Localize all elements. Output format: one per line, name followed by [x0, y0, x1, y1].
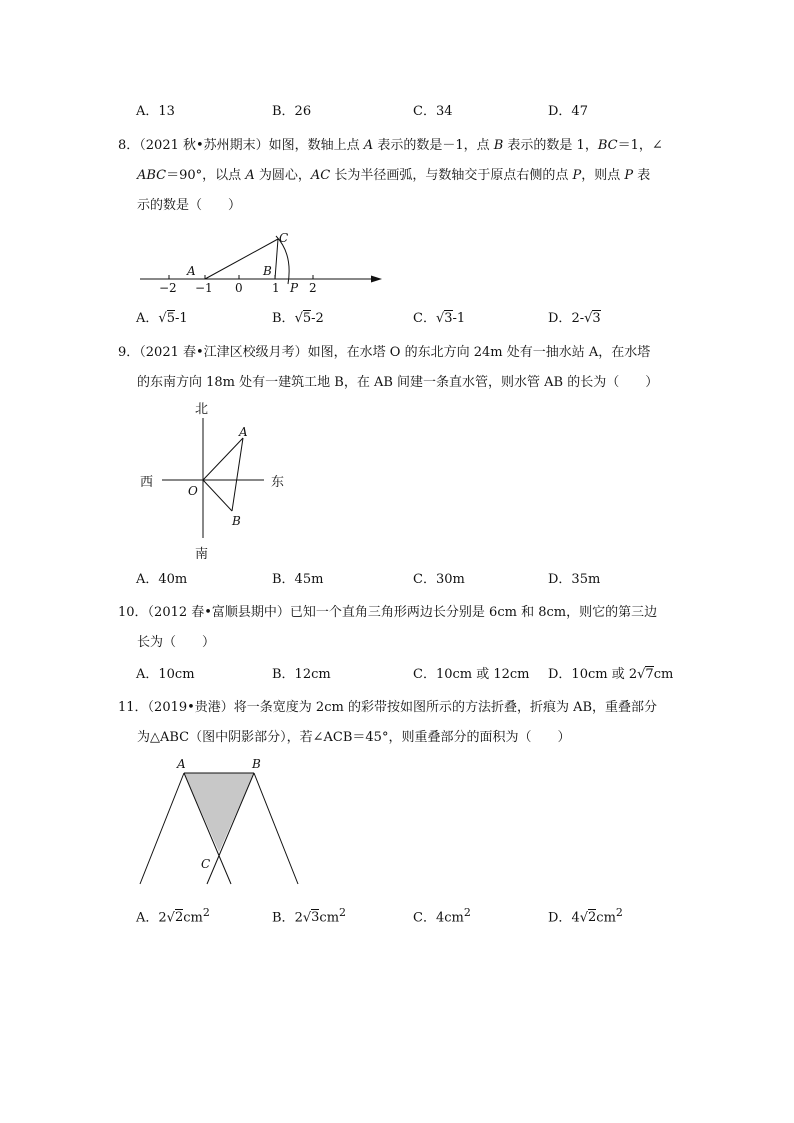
ribbon-right-outer [254, 773, 298, 884]
q11-option-a: A．$2√2cm^2$ [136, 906, 210, 926]
q10-option-c: C．10cm 或 12cm [413, 667, 530, 682]
label-point-c: C [279, 231, 289, 245]
q8-stem-line1: 8．（2021 秋•苏州期末）如图，数轴上点 A 表示的数是－1，点 B 表示的数是 1，BC＝1，∠ [118, 138, 663, 153]
tick-label-2: 2 [309, 281, 317, 295]
q7-option-a: A．13 [136, 104, 175, 119]
q11-option-b: B．$2√3cm^2$ [272, 906, 347, 926]
q9-stem-line2: 的东南方向 18m 处有一建筑工地 B，在 AB 间建一条直水管，则水管 AB 的长为（ ） [137, 375, 659, 390]
q9-compass-figure [140, 398, 300, 568]
q10-option-a: A．10cm [136, 667, 195, 682]
q9-option-a: A．40m [136, 572, 188, 587]
tick-label-0: 0 [235, 281, 243, 295]
q11-stem-line1: 11．（2019•贵港）将一条宽度为 2cm 的彩带按如图所示的方法折叠，折痕为 AB，重叠部分 [118, 700, 658, 715]
label-east: 东 [271, 475, 285, 490]
label-point-c: C [201, 857, 211, 871]
q11-stem-line2: 为△ABC（图中阴影部分），若∠ACB＝45°，则重叠部分的面积为（ ） [137, 730, 571, 745]
q10-option-d: D．10cm 或 2√7cm [548, 667, 674, 682]
label-point-b: B [263, 264, 272, 278]
q8-stem-line3: 示的数是（ ） [137, 198, 242, 213]
q8-stem-line2: ABC＝90°，以点 A 为圆心，AC 长为半径画弧，与数轴交于原点右侧的点 P，则点 P 表 [137, 168, 651, 183]
label-point-o: O [188, 484, 198, 498]
q10-stem-line2: 长为（ ） [137, 635, 216, 650]
axis-arrow-icon [371, 276, 382, 283]
q10-stem-line1: 10．（2012 春•富顺县期中）已知一个直角三角形两边长分别是 6cm 和 8cm，则它的第三边 [118, 605, 658, 620]
q10-option-b: B．12cm [272, 667, 331, 682]
label-point-a: A [239, 425, 248, 439]
q7-option-c: C．34 [413, 104, 453, 119]
q8-option-b: B．√5-2 [272, 311, 324, 326]
q8-option-c: C．√3-1 [413, 311, 466, 326]
label-point-a: A [187, 264, 196, 278]
label-point-b: B [252, 757, 261, 771]
q9-stem-line1: 9．（2021 春•江津区校级月考）如图，在水塔 O 的东北方向 24m 处有一抽水站 A，在水塔 [118, 345, 651, 360]
q8-number-line-figure [135, 228, 390, 298]
label-north: 北 [195, 402, 209, 417]
q7-option-b: B．26 [272, 104, 312, 119]
q9-option-d: D．35m [548, 572, 601, 587]
label-point-p: P [290, 281, 299, 295]
label-west: 西 [140, 475, 154, 490]
q8-option-a: A．√5-1 [136, 311, 188, 326]
ribbon-left-outer [140, 773, 184, 884]
tick-label-neg2: −2 [159, 281, 177, 295]
shaded-triangle-abc [184, 773, 254, 852]
q7-option-d: D．47 [548, 104, 588, 119]
tick-label-1: 1 [272, 281, 280, 295]
tick-label-neg1: −1 [195, 281, 213, 295]
segment-ob [203, 480, 232, 511]
q9-option-c: C．30m [413, 572, 465, 587]
q11-folded-ribbon-figure [135, 752, 310, 887]
q9-option-b: B．45m [272, 572, 324, 587]
label-south: 南 [195, 547, 209, 562]
q11-option-c: C．$4cm^2$ [413, 906, 471, 926]
q8-option-d: D．2-√3 [548, 311, 601, 326]
segment-ab [232, 438, 243, 511]
label-point-b: B [232, 514, 241, 528]
label-point-a: A [177, 757, 186, 771]
segment-bc [275, 239, 278, 279]
q11-option-d: D．$4√2cm^2$ [548, 906, 623, 926]
segment-oa [203, 438, 243, 480]
